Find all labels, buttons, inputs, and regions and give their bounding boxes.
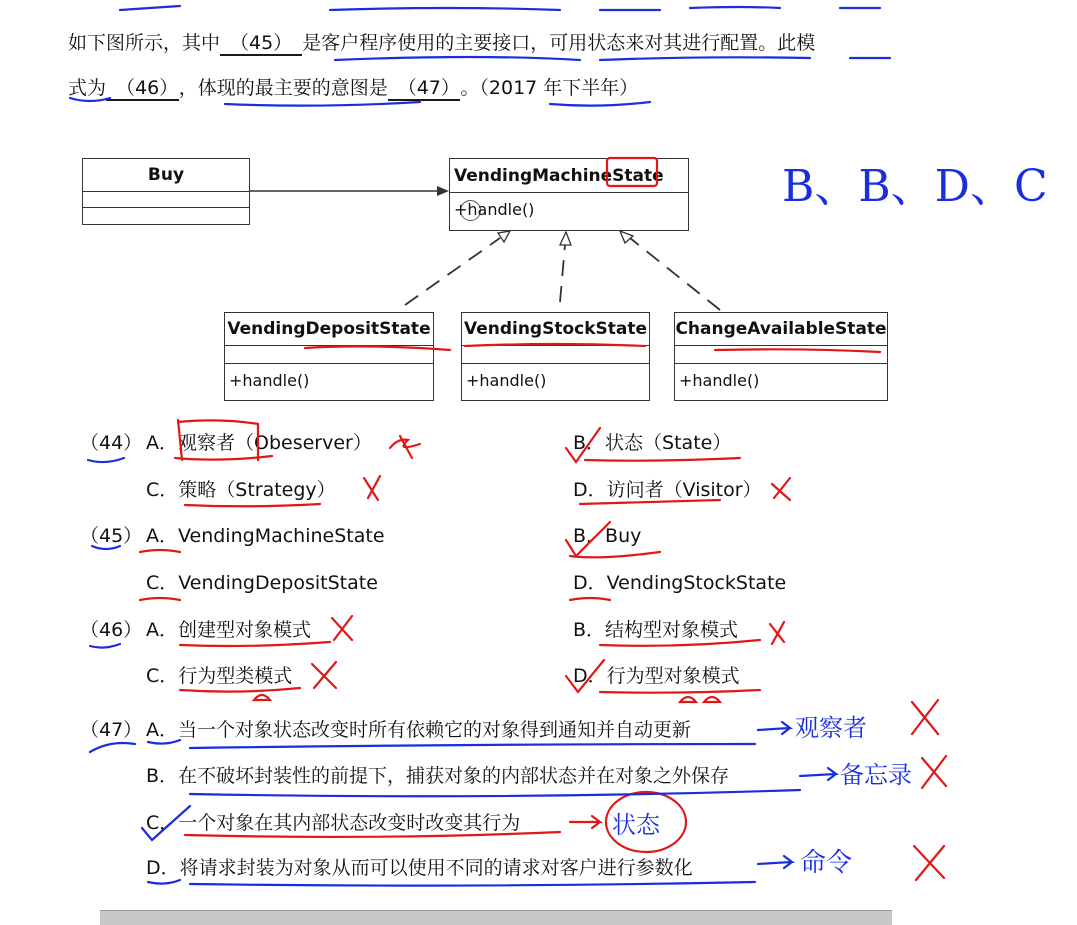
red-underline bbox=[140, 598, 180, 600]
class-attributes bbox=[675, 346, 887, 364]
realization-arrowhead bbox=[620, 231, 633, 243]
blue-underline bbox=[88, 458, 124, 462]
blank-46: （46） bbox=[106, 77, 179, 101]
stem-text: 式为 bbox=[68, 77, 107, 99]
association-arrowhead bbox=[437, 186, 449, 196]
blank-47: （47） bbox=[388, 77, 461, 101]
blue-underline bbox=[90, 644, 120, 648]
red-arrow bbox=[570, 816, 600, 828]
blue-underline bbox=[120, 6, 880, 10]
class-operations: +handle() bbox=[229, 371, 310, 390]
uml-class-change-available-state bbox=[674, 312, 888, 401]
option-44-a: A．观察者（Obeserver） bbox=[146, 432, 372, 454]
red-underline bbox=[585, 458, 740, 461]
class-name: ChangeAvailableState bbox=[675, 313, 887, 346]
question-47-number: （47） bbox=[80, 719, 143, 741]
class-name: VendingMachineState bbox=[450, 159, 688, 193]
question-44-number: （44） bbox=[80, 432, 143, 454]
class-operations: +handle() bbox=[679, 371, 760, 390]
red-underline bbox=[185, 504, 320, 506]
uml-class-vending-deposit-state bbox=[224, 312, 434, 401]
stem-text: ，体现的最主要的意图是 bbox=[178, 77, 388, 99]
blue-underline bbox=[190, 790, 800, 796]
class-attributes bbox=[225, 346, 433, 364]
option-46-a: A．创建型对象模式 bbox=[146, 619, 311, 641]
blue-underline bbox=[225, 102, 420, 106]
blue-arrow bbox=[800, 768, 836, 780]
question-stem-line1 bbox=[68, 28, 815, 55]
realization-line bbox=[560, 245, 565, 302]
option-47-d: D．将请求封装为对象从而可以使用不同的请求对客户进行参数化 bbox=[146, 857, 693, 879]
option-45-a: A．VendingMachineState bbox=[146, 525, 385, 547]
blue-underline bbox=[148, 880, 180, 884]
realization-line bbox=[405, 238, 500, 305]
handwritten-note-command: 命令 bbox=[800, 848, 853, 878]
realization-arrowhead bbox=[560, 232, 571, 245]
stem-text: 是客户程序使用的主要接口，可用状态来对其进行配置。此模 bbox=[302, 32, 816, 54]
option-44-b: B．状态（State） bbox=[573, 432, 732, 454]
handwritten-note-state: 状态 bbox=[612, 811, 660, 839]
handwritten-answers: B、B、D、C bbox=[782, 161, 1048, 212]
class-operations bbox=[83, 208, 249, 224]
blue-underline bbox=[335, 57, 580, 60]
realization-line bbox=[630, 238, 720, 310]
cross-mark bbox=[332, 616, 352, 640]
blank-45: （45） bbox=[220, 32, 302, 56]
handwritten-note-observer: 观察者 bbox=[795, 714, 867, 742]
red-underline bbox=[180, 688, 300, 692]
class-attributes bbox=[83, 192, 249, 208]
triangle-mark bbox=[254, 695, 270, 700]
blue-arrow bbox=[758, 856, 792, 868]
red-underline bbox=[570, 598, 610, 600]
cross-mark bbox=[312, 662, 336, 688]
class-operations: +handle() bbox=[466, 371, 547, 390]
option-44-c: C．策略（Strategy） bbox=[146, 479, 336, 501]
option-46-c: C．行为型类模式 bbox=[146, 665, 293, 687]
blue-underline bbox=[90, 743, 135, 752]
cross-mark bbox=[364, 476, 380, 500]
blue-underline bbox=[190, 744, 755, 748]
uml-class-vending-machine-state bbox=[449, 158, 689, 231]
question-46-number: （46） bbox=[80, 619, 143, 641]
option-47-b: B．在不破坏封装性的前提下，捕获对象的内部状态并在对象之外保存 bbox=[146, 765, 730, 787]
class-name: VendingDepositState bbox=[225, 313, 433, 346]
red-underline bbox=[180, 642, 330, 646]
stem-text: 如下图所示，其中 bbox=[68, 32, 221, 54]
class-name: VendingStockState bbox=[462, 313, 649, 346]
option-45-b: B．Buy bbox=[573, 525, 642, 547]
horizontal-scrollbar[interactable] bbox=[100, 910, 892, 925]
option-44-d: D．访问者（Visitor） bbox=[573, 479, 762, 501]
blue-arrow bbox=[758, 722, 790, 734]
option-47-a: A．当一个对象状态改变时所有依赖它的对象得到通知并自动更新 bbox=[146, 719, 691, 741]
class-operations: +handle() bbox=[454, 200, 535, 219]
option-46-d: D．行为型对象模式 bbox=[573, 665, 740, 687]
option-46-b: B．结构型对象模式 bbox=[573, 619, 739, 641]
cross-mark bbox=[914, 846, 944, 880]
blue-underline bbox=[600, 57, 810, 60]
handwritten-note-memento: 备忘录 bbox=[840, 761, 912, 789]
cross-mark bbox=[770, 622, 784, 644]
uml-class-vending-stock-state bbox=[461, 312, 650, 401]
triangle-mark bbox=[680, 697, 720, 702]
class-attributes bbox=[462, 346, 649, 364]
question-45-number: （45） bbox=[80, 525, 143, 547]
blue-underline bbox=[550, 102, 650, 106]
red-underline bbox=[600, 690, 760, 693]
option-45-d: D．VendingStockState bbox=[573, 572, 787, 594]
red-underline bbox=[140, 550, 180, 552]
stem-text: 。（2017 年下半年） bbox=[460, 77, 639, 99]
cross-mark bbox=[390, 436, 420, 458]
class-name: Buy bbox=[83, 159, 249, 192]
question-stem-line2 bbox=[68, 73, 638, 100]
cross-mark bbox=[772, 478, 790, 500]
option-45-c: C．VendingDepositState bbox=[146, 572, 378, 594]
cross-mark bbox=[922, 756, 946, 788]
option-47-c: C．一个对象在其内部状态改变时改变其行为 bbox=[146, 812, 521, 834]
red-underline bbox=[570, 552, 660, 557]
blue-underline bbox=[190, 882, 755, 886]
cross-mark bbox=[912, 700, 938, 734]
realization-arrowhead bbox=[498, 231, 510, 242]
uml-class-buy bbox=[82, 158, 250, 225]
